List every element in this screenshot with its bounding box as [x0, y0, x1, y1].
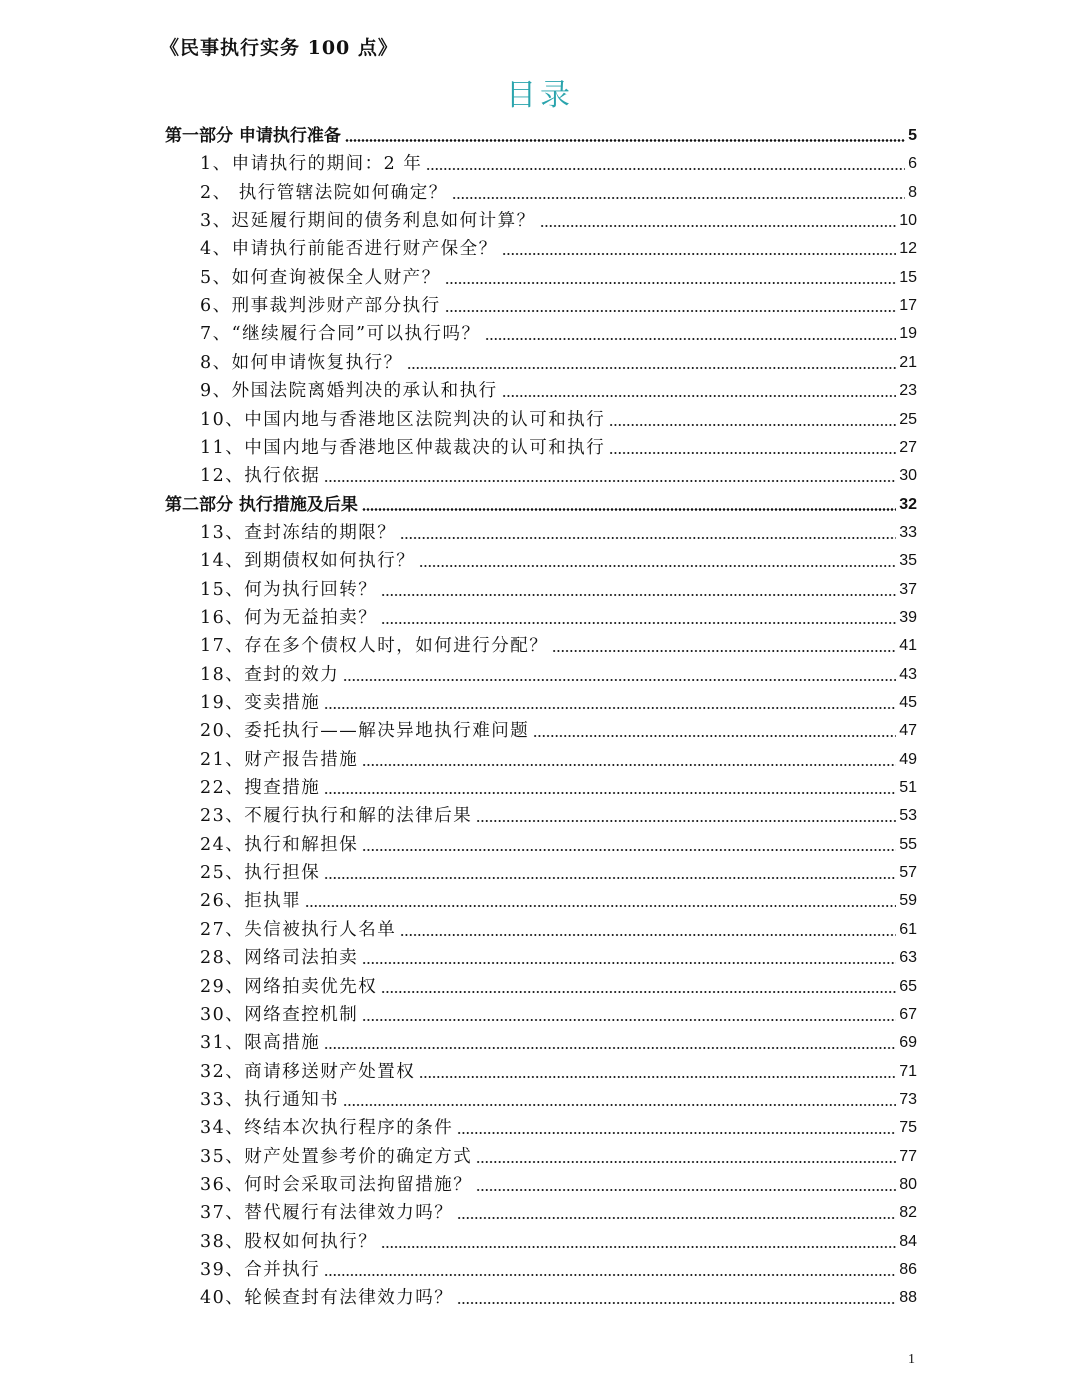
dot-leader [305, 905, 896, 907]
toc-entry-label: 8、如何申请恢复执行？ [200, 352, 403, 373]
toc-entry[interactable] [200, 204, 917, 232]
dot-leader [362, 962, 896, 964]
dot-leader [426, 168, 905, 170]
toc-entry-label: 22、搜查措施 [200, 778, 321, 799]
toc-entry-label: 27、失信被执行人名单 [200, 919, 397, 940]
page-title: 目录 [506, 78, 574, 113]
toc-part-heading[interactable] [165, 119, 917, 147]
toc-entry-page: 43 [899, 665, 917, 683]
toc-entry[interactable] [200, 544, 917, 572]
dot-leader [419, 565, 896, 567]
dot-leader [407, 367, 897, 369]
toc-entry-page: 37 [899, 580, 917, 598]
dot-leader [362, 849, 896, 851]
toc-entry-page: 32 [899, 495, 917, 513]
toc-entry-label: 35、财产处置参考价的确定方式 [200, 1146, 473, 1167]
dot-leader [324, 480, 896, 482]
toc-entry-label: 14、到期债权如何执行？ [200, 551, 416, 572]
toc-entry-page: 61 [899, 920, 917, 938]
toc-entry[interactable] [200, 1055, 917, 1083]
toc-entry[interactable] [200, 459, 917, 487]
toc-entry-page: 5 [908, 127, 917, 144]
toc-entry-label: 9、外国法院离婚判决的承认和执行 [200, 381, 498, 402]
toc-entry-page: 75 [899, 1119, 917, 1137]
toc-entry-label: 24、执行和解担保 [200, 834, 359, 855]
toc-entry[interactable] [200, 658, 917, 686]
toc-entry-page: 63 [899, 949, 917, 967]
toc-entry[interactable] [200, 884, 917, 912]
dot-leader [324, 877, 896, 879]
toc-entry[interactable] [200, 261, 917, 289]
dot-leader [400, 537, 896, 539]
dot-leader [324, 1274, 896, 1276]
dot-leader [381, 594, 896, 596]
dot-leader [609, 424, 896, 426]
toc-entry[interactable] [200, 714, 917, 742]
toc-entry-page: 51 [899, 779, 917, 797]
toc-entry-page: 33 [899, 523, 917, 541]
toc-entry-label: 28、网络司法拍卖 [200, 948, 359, 969]
toc-entry[interactable] [200, 1168, 917, 1196]
dot-leader [362, 1019, 896, 1021]
toc-entry[interactable] [200, 516, 917, 544]
toc-entry-label: 33、执行通知书 [200, 1089, 340, 1110]
dot-leader [324, 1047, 896, 1049]
toc-entry[interactable] [200, 1140, 917, 1168]
toc-entry[interactable] [200, 771, 917, 799]
toc-entry[interactable] [200, 743, 917, 771]
toc-entry-label: 第二部分 执行措施及后果 [165, 494, 358, 515]
toc-entry[interactable] [200, 289, 917, 317]
toc-entry-page: 84 [899, 1232, 917, 1250]
toc-entry-page: 19 [899, 325, 917, 343]
dot-leader [609, 452, 896, 454]
toc-entry-label: 13、查封冻结的期限？ [200, 522, 397, 543]
toc-entry[interactable] [200, 1225, 917, 1253]
toc-entry-label: 21、财产报告措施 [200, 749, 359, 770]
toc-entry[interactable] [200, 317, 917, 345]
toc-entry-label: 第一部分 申请执行准备 [165, 126, 341, 146]
toc-entry-page: 47 [899, 722, 917, 740]
toc-entry-page: 59 [899, 892, 917, 910]
toc-entry-page: 73 [899, 1090, 917, 1108]
dot-leader [533, 735, 896, 737]
dot-leader [457, 1302, 896, 1304]
toc-entry[interactable] [200, 799, 917, 827]
toc-entry-label: 37、替代履行有法律效力吗？ [200, 1203, 454, 1224]
dot-leader [476, 1161, 896, 1163]
toc-entry-page: 71 [899, 1062, 917, 1080]
dot-leader [381, 1246, 896, 1248]
toc-entry-page: 69 [899, 1034, 917, 1052]
toc-entry[interactable] [200, 629, 917, 657]
toc-entry-label: 6、刑事裁判涉财产部分执行 [200, 296, 441, 317]
toc-entry[interactable] [200, 1026, 917, 1054]
dot-leader [552, 650, 896, 652]
toc-entry-label: 10、中国内地与香港地区法院判决的认可和执行 [200, 409, 606, 430]
toc-entry-label: 40、轮候查封有法律效力吗？ [200, 1288, 454, 1309]
toc-entry-page: 12 [899, 240, 917, 258]
dot-leader [400, 934, 896, 936]
toc-entry[interactable] [200, 913, 917, 941]
toc-entry-page: 77 [899, 1147, 917, 1165]
dot-leader [445, 282, 897, 284]
toc-entry-page: 21 [899, 353, 917, 371]
toc-entry-page: 39 [899, 608, 917, 626]
toc-entry[interactable] [200, 856, 917, 884]
toc-entry-label: 31、限高措施 [200, 1033, 321, 1054]
toc-entry[interactable] [200, 403, 917, 431]
dot-leader [362, 508, 896, 511]
dot-leader [457, 1132, 896, 1134]
toc-entry-page: 35 [899, 552, 917, 570]
dot-leader [324, 707, 896, 709]
toc-entry-label: 38、股权如何执行？ [200, 1231, 378, 1252]
dot-leader [476, 1189, 896, 1191]
toc-entry-label: 12、执行依据 [200, 466, 321, 487]
toc-entry-label: 2、 执行管辖法院如何确定？ [200, 182, 448, 203]
toc-entry-label: 34、终结本次执行程序的条件 [200, 1118, 454, 1139]
toc-entry-page: 67 [899, 1005, 917, 1023]
toc-entry-page: 6 [908, 155, 917, 173]
dot-leader [419, 1076, 896, 1078]
document-header: 《民事执行实务 100 点》 [160, 37, 398, 59]
dot-leader [476, 820, 896, 822]
dot-leader [324, 792, 896, 794]
toc-entry-label: 17、存在多个债权人时，如何进行分配？ [200, 636, 549, 657]
dot-leader [540, 225, 897, 227]
toc-entry-page: 53 [899, 807, 917, 825]
toc-entry[interactable] [200, 346, 917, 374]
toc-entry[interactable] [200, 1281, 917, 1309]
toc-entry-label: 3、迟延履行期间的债务利息如何计算？ [200, 211, 536, 232]
toc-entry-page: 80 [899, 1175, 917, 1193]
toc-entry-label: 30、网络查控机制 [200, 1004, 359, 1025]
toc-entry-label: 1、申请执行的期间：2 年 [200, 154, 423, 175]
toc-entry-label: 15、何为执行回转？ [200, 579, 378, 600]
toc-entry-label: 7、“继续履行合同”可以执行吗？ [200, 324, 481, 345]
toc-entry-page: 27 [899, 438, 917, 456]
toc-entry-page: 49 [899, 750, 917, 768]
toc-entry-label: 19、变卖措施 [200, 693, 321, 713]
toc-entry[interactable] [200, 431, 917, 459]
toc-entry[interactable] [200, 573, 917, 601]
toc-entry[interactable] [200, 828, 917, 856]
dot-leader [381, 622, 896, 624]
toc-entry-page: 8 [908, 183, 917, 201]
toc-entry-page: 55 [899, 835, 917, 853]
toc-entry[interactable] [200, 1196, 917, 1224]
toc-entry-page: 17 [899, 297, 917, 315]
toc-entry-page: 86 [899, 1261, 917, 1278]
toc-entry[interactable] [200, 1111, 917, 1139]
toc-entry-label: 5、如何查询被保全人财产？ [200, 267, 441, 288]
toc-entry-page: 57 [899, 864, 917, 882]
toc-entry-page: 30 [899, 467, 917, 485]
toc-entry-label: 4、申请执行前能否进行财产保全？ [200, 239, 498, 260]
dot-leader [445, 310, 897, 312]
toc-entry-label: 18、查封的效力 [200, 664, 340, 685]
toc-entry-label: 16、何为无益拍卖？ [200, 607, 378, 628]
toc-entry-label: 29、网络拍卖优先权 [200, 976, 378, 997]
toc-entry-page: 25 [899, 410, 917, 428]
dot-leader [343, 679, 896, 681]
toc-entry-label: 20、委托执行——解决异地执行难问题 [200, 721, 530, 742]
toc-part-heading[interactable] [165, 488, 917, 516]
toc-entry[interactable] [200, 1083, 917, 1111]
dot-leader [502, 253, 897, 255]
toc-entry-label: 11、中国内地与香港地区仲裁裁决的认可和执行 [200, 437, 606, 458]
toc-entry[interactable] [200, 1253, 917, 1281]
dot-leader [502, 395, 897, 397]
toc-entry-page: 88 [899, 1289, 917, 1307]
toc-entry-label: 23、不履行执行和解的法律后果 [200, 806, 473, 827]
toc-entry[interactable] [200, 147, 917, 175]
dot-leader [457, 1217, 896, 1219]
toc-entry-label: 39、合并执行 [200, 1260, 321, 1280]
page-number: 1 [908, 1352, 915, 1367]
toc-entry-label: 26、拒执罪 [200, 891, 302, 912]
toc-entry-page: 82 [899, 1204, 917, 1222]
toc-entry[interactable] [200, 970, 917, 998]
toc-entry-page: 65 [899, 977, 917, 995]
toc-entry-page: 10 [899, 212, 917, 230]
toc-entry-label: 25、执行担保 [200, 863, 321, 884]
toc-entry[interactable] [200, 686, 917, 714]
toc-entry[interactable] [200, 232, 917, 260]
toc-entry-label: 32、商请移送财产处置权 [200, 1061, 416, 1082]
dot-leader [362, 764, 896, 766]
dot-leader [485, 338, 897, 340]
toc-entry[interactable] [200, 601, 917, 629]
dot-leader [381, 991, 896, 993]
toc-entry-page: 15 [899, 268, 917, 286]
toc-entry-page: 41 [899, 637, 917, 655]
dot-leader [452, 197, 905, 199]
toc-entry[interactable] [200, 941, 917, 969]
toc-entry[interactable] [200, 374, 917, 402]
toc-entry[interactable] [200, 176, 917, 204]
toc-entry-label: 36、何时会采取司法拘留措施？ [200, 1174, 473, 1195]
toc-entry-page: 23 [899, 382, 917, 400]
dot-leader [345, 139, 905, 142]
dot-leader [343, 1104, 896, 1106]
toc-entry[interactable] [200, 998, 917, 1026]
toc-entry-page: 45 [899, 694, 917, 711]
